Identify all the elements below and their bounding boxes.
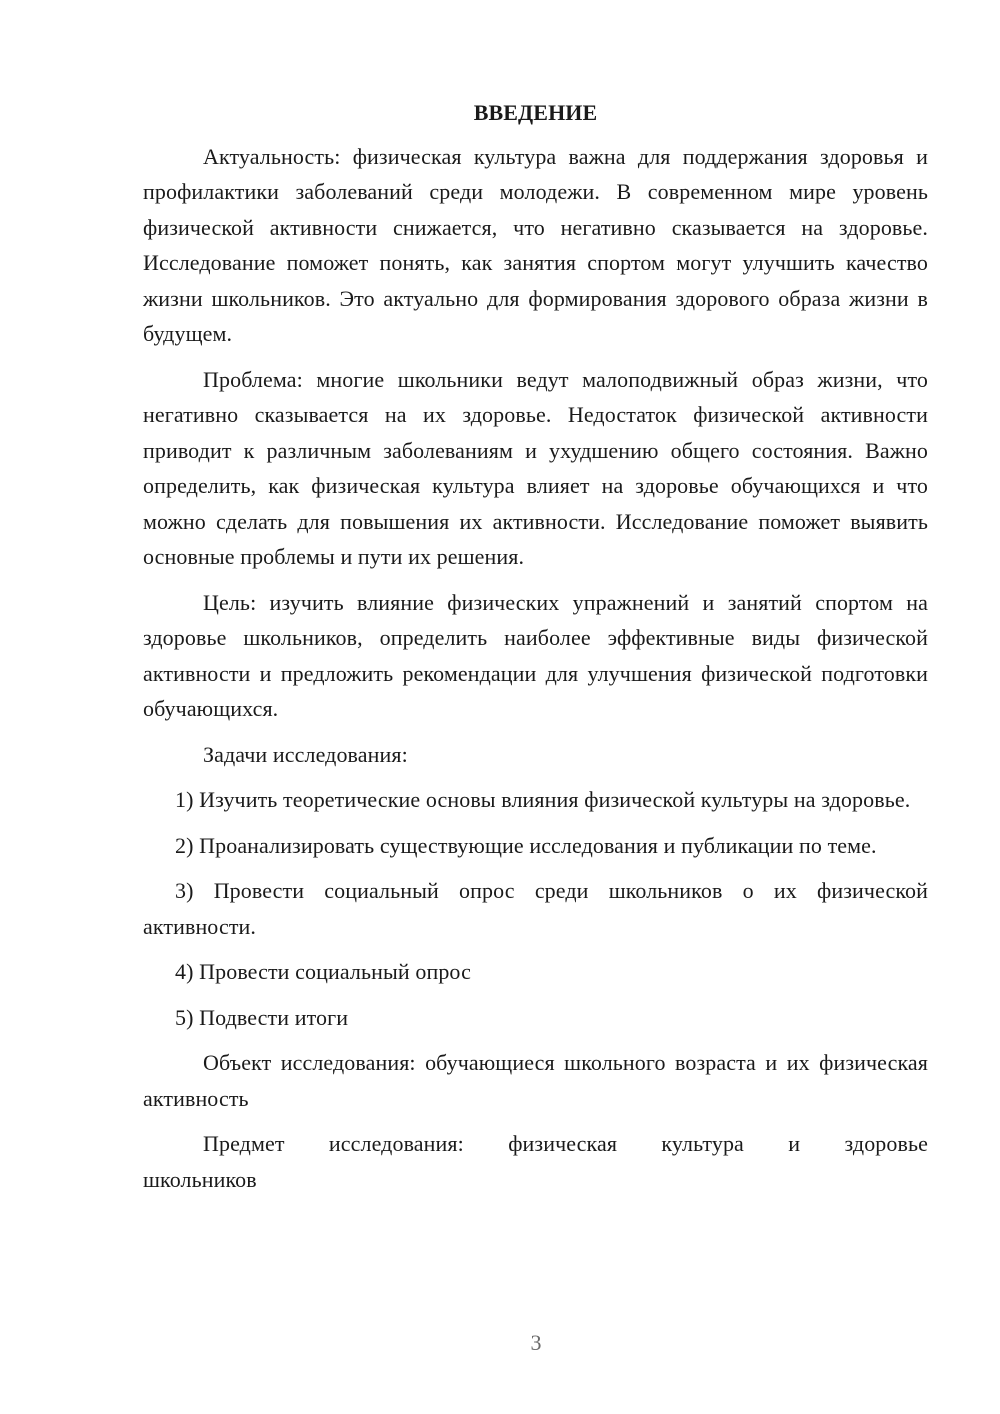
task-item-4: 4) Провести социальный опрос bbox=[175, 959, 471, 984]
task-item-3: 3) Провести социальный опрос среди школьников о их физической активности. bbox=[143, 878, 928, 939]
task-item-1: 1) Изучить теоретические основы влияния физической культуры на здоровье. bbox=[175, 787, 911, 812]
paragraph-problem: Проблема: многие школьники ведут малоподвижный образ жизни, что негативно сказывается на их здоровье. Недостаток физической активности приводит к различным заболеваниям и ухудшению общего состояния. Важно определить, как физическая культура влияет на здоровье обучающихся и что можно сделать для повышения их активности. Исследование поможет выявить основные проблемы и пути их решения. bbox=[143, 366, 928, 569]
task-item-5: 5) Подвести итоги bbox=[175, 1004, 349, 1030]
paragraph-subject-line1: Предмет исследования: физическая культура и здоровье bbox=[203, 1131, 928, 1156]
paragraph-goal: Цель: изучить влияние физических упражнений и занятий спортом на здоровье школьников, определить наиболее эффективные виды физической активности и предложить рекомендации для улучшения физической подготовки обучающихся. bbox=[143, 589, 928, 721]
section-heading: ВВЕДЕНИЕ bbox=[473, 100, 598, 125]
paragraph-relevance: Актуальность: физическая культура важна для поддержания здоровья и профилактики заболеваний среди молодежи. В современном мире уровень физической активности снижается, что негативно сказывается на здоровье. Исследование поможет понять, как занятия спортом могут улучшить качество жизни школьников. Это актуально для формирования здорового образа жизни в будущем. bbox=[143, 143, 928, 346]
tasks-title: Задачи исследования: bbox=[203, 741, 408, 767]
document-page bbox=[143, 95, 928, 1207]
paragraph-object: Объект исследования: обучающиеся школьного возраста и их физическая активность bbox=[143, 1050, 928, 1111]
page-number: 3 bbox=[530, 1330, 542, 1355]
task-item-2: 2) Проанализировать существующие исследования и публикации по теме. bbox=[175, 832, 877, 858]
paragraph-subject-line2: школьников bbox=[143, 1166, 257, 1192]
